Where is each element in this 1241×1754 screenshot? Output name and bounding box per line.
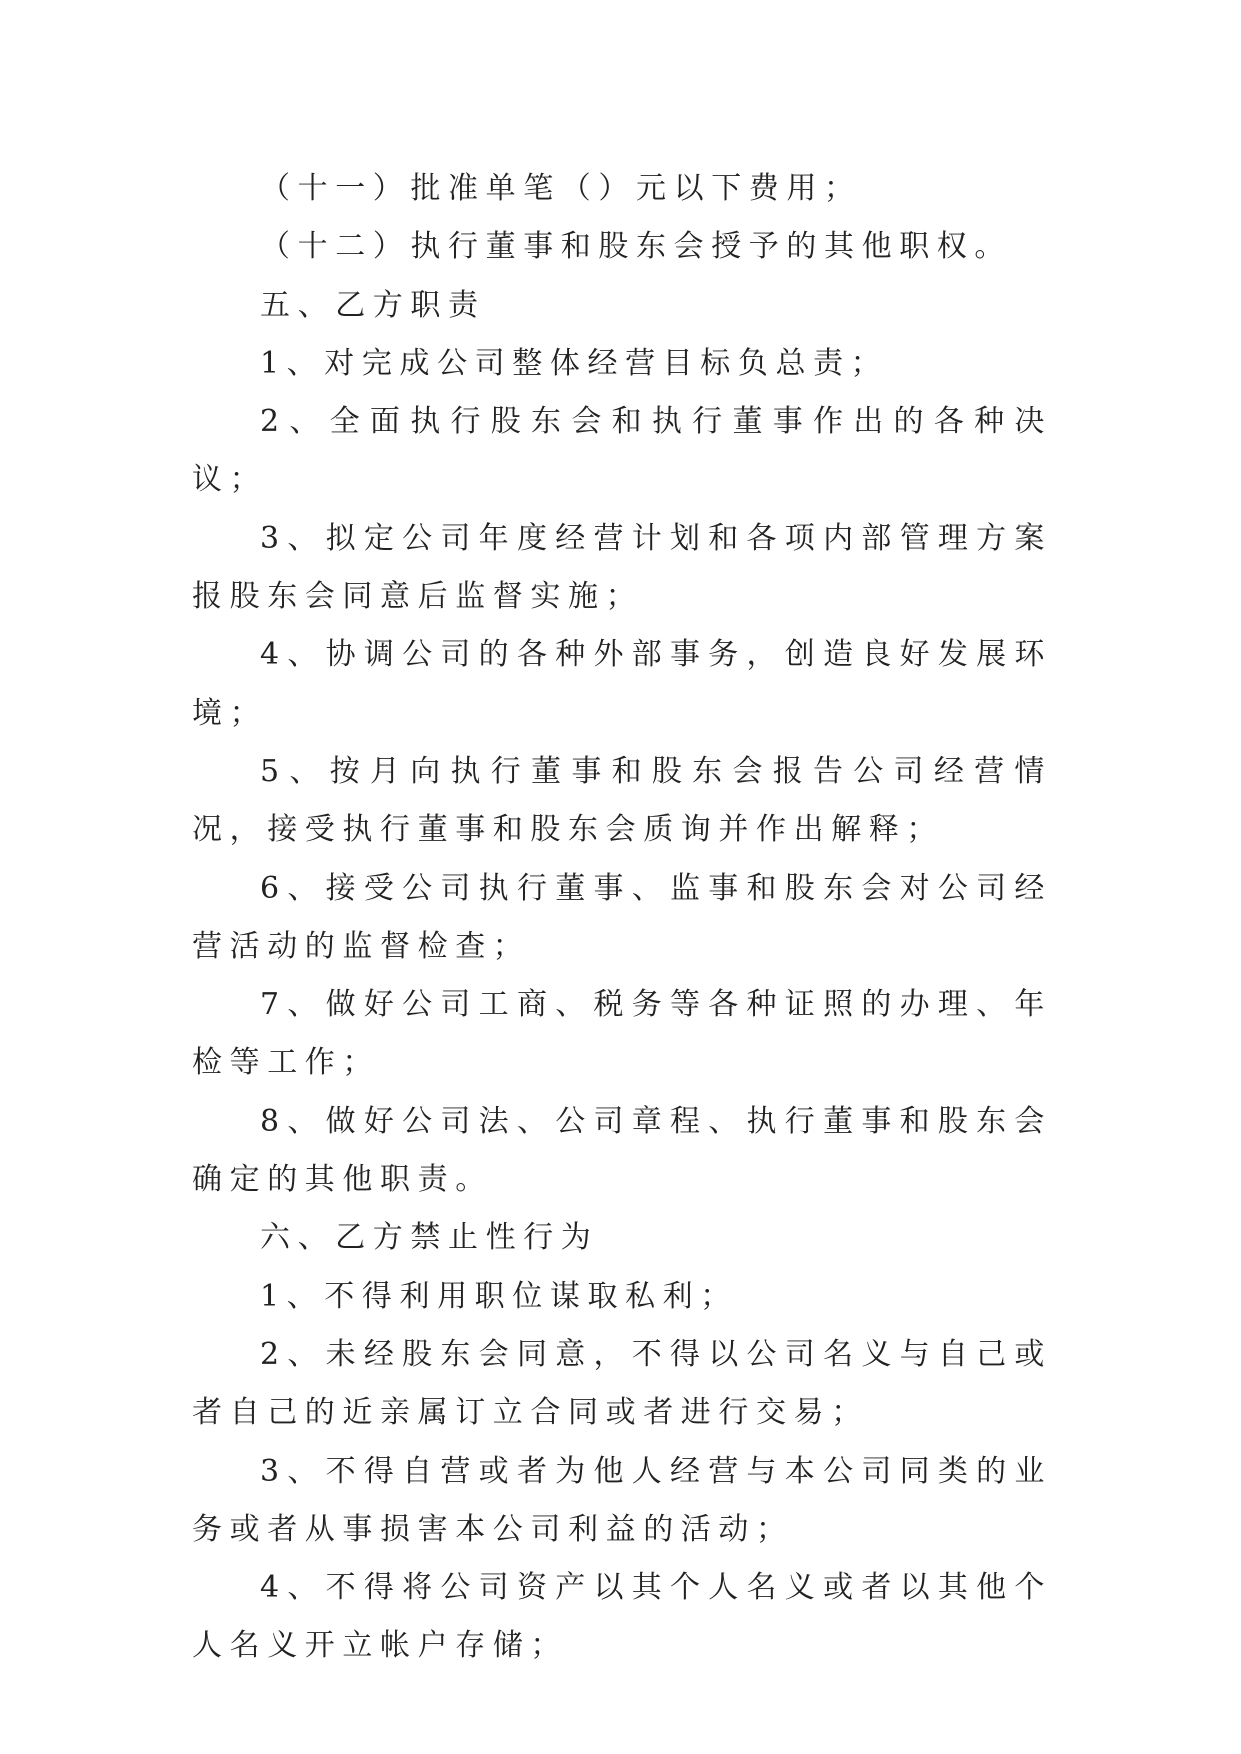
paragraph-prohibition-1: 1、不得利用职位谋取私利； — [260, 1278, 738, 1314]
paragraph-duty-8: 8、做好公司法、公司章程、执行董事和股东会确定的其他职责。 — [192, 1103, 1052, 1198]
paragraph-duty-5: 5、按月向执行董事和股东会报告公司经营情况，接受执行董事和股东会质询并作出解释； — [192, 753, 1052, 848]
paragraph-prohibition-4: 4、不得将公司资产以其个人名义或者以其他个人名义开立帐户存储； — [192, 1570, 1052, 1664]
paragraph-duty-1: 1、对完成公司整体经营目标负总责； — [260, 345, 889, 381]
paragraph-duty-2: 2、全面执行股东会和执行董事作出的各种决议； — [192, 404, 1052, 498]
paragraph-prohibition-2: 2、未经股东会同意，不得以公司名义与自己或者自己的近亲属订立合同或者进行交易； — [192, 1336, 1052, 1431]
paragraph-prohibition-3: 3、不得自营或者为他人经营与本公司同类的业务或者从事损害本公司利益的活动； — [192, 1453, 1052, 1547]
paragraph-clause-11: （十一）批准单笔（）元以下费用； — [260, 171, 862, 206]
section-heading-6: 六、乙方禁止性行为 — [260, 1220, 599, 1256]
section-heading-5: 五、乙方职责 — [260, 287, 486, 323]
paragraph-duty-3: 3、拟定公司年度经营计划和各项内部管理方案报股东会同意后监督实施； — [192, 520, 1052, 615]
paragraph-duty-4: 4、协调公司的各种外部事务，创造良好发展环境； — [192, 637, 1052, 731]
paragraph-clause-12: （十二）执行董事和股东会授予的其他职权。 — [260, 229, 1012, 265]
paragraph-duty-7: 7、做好公司工商、税务等各种证照的办理、年检等工作； — [192, 987, 1052, 1081]
document-body — [192, 160, 1052, 1676]
paragraph-duty-6: 6、接受公司执行董事、监事和股东会对公司经营活动的监督检查； — [192, 870, 1052, 964]
